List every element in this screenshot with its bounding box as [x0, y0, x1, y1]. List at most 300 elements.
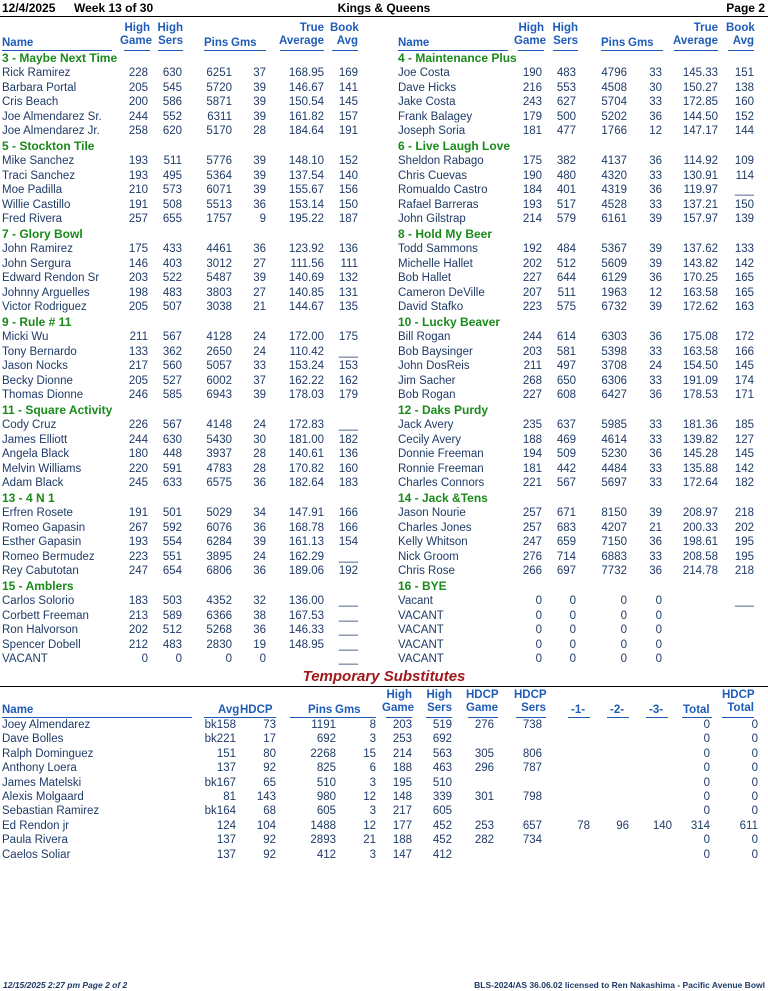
bowler-row [396, 418, 768, 433]
book-average: 132 [338, 272, 358, 285]
book-average: 174 [734, 374, 754, 387]
games: 39 [649, 213, 662, 226]
bowler-row [0, 198, 384, 213]
team-name: 10 - Lucky Beaver [398, 315, 501, 329]
high-game: 257 [128, 213, 148, 226]
sub-high-sers: 339 [432, 791, 452, 803]
sub-hdcp-total: 0 [751, 762, 758, 775]
sub-high-game: 195 [392, 776, 412, 789]
teams-right-column [396, 51, 768, 667]
sub-col-g3: -3- [649, 704, 664, 716]
high-game: 191 [128, 507, 148, 519]
sub-pins: 412 [316, 848, 336, 861]
sub-high-game: 177 [392, 819, 412, 832]
true-average: 162.29 [288, 550, 324, 563]
bowler-row [396, 345, 768, 360]
bowler-row [0, 81, 384, 96]
pins: 6732 [601, 301, 627, 314]
col-book-avg: Book Avg [330, 22, 359, 47]
high-sers: 512 [162, 624, 182, 637]
games: 37 [253, 374, 266, 387]
high-game: 226 [128, 419, 148, 431]
games: 39 [253, 96, 266, 109]
games: 9 [259, 213, 266, 226]
sub-hdcp: 73 [263, 719, 276, 731]
games: 33 [649, 345, 662, 358]
bowler-row [0, 345, 384, 360]
bowler-name: Moe Padilla [2, 184, 63, 197]
bowler-row [396, 198, 768, 213]
bowler-row [0, 652, 384, 667]
bowler-name: John Gilstrap [398, 213, 466, 226]
team-name: 15 - Amblers [2, 579, 74, 593]
high-game: 146 [128, 257, 148, 270]
games: 33 [649, 96, 662, 109]
sub-hdcp-sers: 657 [522, 819, 542, 832]
high-game: 193 [522, 198, 542, 211]
bowler-row [0, 300, 384, 315]
high-game: 247 [522, 536, 542, 549]
true-average: 153.14 [288, 198, 324, 211]
true-average: 137.62 [682, 243, 718, 255]
book-average: 171 [734, 389, 754, 402]
book-average: 160 [734, 96, 754, 109]
games: 36 [649, 272, 662, 285]
high-game: 220 [128, 462, 148, 475]
bowler-name: Cecily Avery [398, 433, 462, 446]
sub-hdcp-total: 0 [751, 719, 758, 731]
sub-games: 12 [363, 791, 376, 803]
pins: 4352 [206, 595, 232, 607]
bowler-name: VACANT [2, 653, 48, 666]
book-average: 172 [734, 331, 754, 343]
book-average: 131 [338, 286, 358, 299]
book-average: 142 [734, 257, 754, 270]
col-gms: Gms [231, 37, 257, 49]
games: 0 [655, 624, 662, 637]
bowler-name: Jack Avery [398, 419, 454, 431]
pins: 4614 [601, 433, 627, 446]
teams-left-column [0, 51, 384, 667]
high-sers: 401 [556, 184, 576, 197]
sub-games: 3 [369, 733, 376, 746]
high-sers: 655 [162, 213, 182, 226]
bowler-name: Romeo Bermudez [2, 550, 95, 563]
sub-col-high-game: High Game [382, 689, 414, 714]
pins: 4508 [601, 81, 627, 94]
bowler-row [396, 212, 768, 227]
high-sers: 382 [556, 155, 576, 167]
bowler-row [0, 154, 384, 169]
sub-hdcp-game: 301 [474, 791, 494, 803]
true-average: 157.97 [682, 213, 718, 226]
sub-col-pins: Pins [308, 704, 333, 716]
bowler-name: James Elliott [2, 433, 68, 446]
sub-name: Alexis Molgaard [2, 791, 84, 803]
col-high-game: High Game [514, 22, 546, 47]
sub-total: 0 [703, 848, 710, 861]
team-name: 6 - Live Laugh Love [398, 139, 511, 153]
high-game: 245 [128, 477, 148, 490]
team-name: 5 - Stockton Tile [2, 139, 95, 153]
sub-high-game: 203 [392, 719, 412, 731]
book-average: 156 [338, 184, 358, 197]
book-average: ___ [338, 638, 358, 651]
bowler-row [396, 594, 768, 609]
pins: 5720 [206, 81, 232, 94]
sub-high-game: 147 [392, 848, 412, 861]
high-sers: 0 [175, 653, 182, 666]
sub-hdcp: 65 [263, 776, 276, 789]
pins: 7150 [601, 536, 627, 549]
bowler-name: Chris Rose [398, 565, 455, 578]
high-sers: 551 [162, 550, 182, 563]
sub-hdcp-sers: 787 [522, 762, 542, 775]
high-sers: 567 [556, 477, 576, 490]
true-average: 161.13 [288, 536, 324, 549]
book-average: ___ [338, 419, 358, 431]
book-average: 166 [338, 521, 358, 534]
bowler-row [0, 257, 384, 272]
bowler-row [396, 564, 768, 579]
high-game: 203 [522, 345, 542, 358]
games: 37 [253, 67, 266, 79]
high-sers: 483 [162, 638, 182, 651]
col-high-sers: High Sers [552, 22, 578, 47]
sub-name: Joey Almendarez [2, 719, 91, 731]
high-game: 205 [128, 81, 148, 94]
pins: 5029 [206, 507, 232, 519]
true-average: 153.24 [288, 360, 324, 373]
sub-name: Dave Bolles [2, 733, 64, 746]
sub-high-sers: 519 [432, 719, 452, 731]
high-sers: 509 [556, 448, 576, 461]
pins: 5170 [206, 125, 232, 138]
high-sers: 633 [162, 477, 182, 490]
high-game: 202 [522, 257, 542, 270]
bowler-row [0, 550, 384, 565]
true-average: 163.58 [682, 345, 718, 358]
high-sers: 517 [556, 198, 576, 211]
pins: 6251 [206, 67, 232, 79]
sub-pins: 605 [316, 805, 336, 818]
high-game: 235 [522, 419, 542, 431]
bowler-row [396, 330, 768, 345]
high-sers: 573 [162, 184, 182, 197]
bowler-name: Willie Castillo [2, 198, 71, 211]
sub-hdcp-total: 0 [751, 791, 758, 803]
book-average: 192 [338, 565, 358, 578]
games: 32 [253, 595, 266, 607]
high-game: 184 [522, 184, 542, 197]
team-name: 4 - Maintenance Plus [398, 51, 517, 65]
book-average: 166 [734, 345, 754, 358]
games: 28 [253, 125, 266, 138]
high-sers: 553 [556, 81, 576, 94]
games: 39 [649, 243, 662, 255]
book-average: 163 [734, 301, 754, 314]
bowler-name: VACANT [398, 609, 444, 622]
sub-hdcp-sers: 806 [522, 747, 542, 760]
bowler-name: Chris Cuevas [398, 169, 468, 182]
bowler-name: Ron Halvorson [2, 624, 79, 637]
sub-avg: bk164 [204, 805, 236, 818]
bowler-row [396, 623, 768, 638]
bowler-row [0, 638, 384, 653]
header-divider [0, 16, 768, 17]
high-sers: 484 [556, 243, 576, 255]
pins: 1963 [601, 286, 627, 299]
high-sers: 567 [162, 331, 182, 343]
high-sers: 483 [556, 67, 576, 79]
pins: 3708 [601, 360, 627, 373]
sub-col-g2: -2- [610, 704, 625, 716]
games: 39 [649, 257, 662, 270]
footer-timestamp: 12/15/2025 2:27 pm Page 2 of 2 [3, 980, 128, 990]
true-average: 140.85 [288, 286, 324, 299]
book-average: 142 [734, 462, 754, 475]
high-game: 194 [522, 448, 542, 461]
sub-pins: 825 [316, 762, 336, 775]
high-game: 276 [522, 550, 542, 563]
bowler-name: Jake Costa [398, 96, 456, 109]
high-game: 223 [522, 301, 542, 314]
team-name: 14 - Jack &Tens [398, 491, 488, 505]
high-sers: 433 [162, 243, 182, 255]
true-average: 137.54 [288, 169, 324, 182]
pins: 5057 [206, 360, 232, 373]
substitute-row [0, 761, 768, 776]
col-book-avg: Book Avg [726, 22, 755, 47]
bowler-name: Cris Beach [2, 96, 59, 109]
sub-name: Sebastian Ramirez [2, 805, 100, 818]
sub-game-3: 140 [652, 819, 672, 832]
sub-pins: 2268 [310, 747, 336, 760]
sub-hdcp-total: 0 [751, 848, 758, 861]
bowler-name: Angela Black [2, 448, 70, 461]
true-average: 198.61 [682, 536, 718, 549]
bowler-row [0, 95, 384, 110]
sub-high-game: 188 [392, 762, 412, 775]
high-game: 210 [128, 184, 148, 197]
true-average: 184.64 [288, 125, 324, 138]
sub-games: 3 [369, 848, 376, 861]
sub-pins: 980 [316, 791, 336, 803]
bowler-row [396, 388, 768, 403]
games: 36 [649, 389, 662, 402]
games: 28 [253, 462, 266, 475]
high-sers: 507 [162, 301, 182, 314]
sub-hdcp: 17 [263, 733, 276, 746]
book-average: 218 [734, 565, 754, 578]
high-game: 205 [128, 301, 148, 314]
book-average: ___ [338, 653, 358, 666]
sub-total: 0 [703, 834, 710, 847]
pins: 6284 [206, 536, 232, 549]
bowler-name: Adam Black [2, 477, 64, 490]
pins: 4796 [601, 67, 627, 79]
book-average: 138 [734, 81, 754, 94]
high-sers: 630 [162, 67, 182, 79]
bowler-row [396, 462, 768, 477]
bowler-row [396, 609, 768, 624]
games: 36 [649, 110, 662, 123]
team-name: 7 - Glory Bowl [2, 227, 83, 241]
pins: 5871 [206, 96, 232, 109]
high-sers: 362 [162, 345, 182, 358]
bowler-name: David Stafko [398, 301, 464, 314]
bowler-name: Bob Baysinger [398, 345, 473, 358]
col-high-game: High Game [120, 22, 152, 47]
book-average: 150 [734, 198, 754, 211]
sub-avg: 124 [216, 819, 236, 832]
bowler-name: Rick Ramirez [2, 67, 71, 79]
book-average: ___ [338, 609, 358, 622]
sub-total: 0 [703, 791, 710, 803]
high-game: 257 [522, 521, 542, 534]
games: 0 [655, 653, 662, 666]
games: 36 [253, 521, 266, 534]
bowler-row [396, 66, 768, 81]
pins: 5985 [601, 419, 627, 431]
bowler-row [396, 169, 768, 184]
bowler-row [396, 433, 768, 448]
high-game: 258 [128, 125, 148, 138]
bowler-name: Frank Balagey [398, 110, 473, 123]
true-average: 155.67 [288, 184, 324, 197]
pins: 4484 [601, 462, 627, 475]
pins: 6303 [601, 331, 627, 343]
sub-high-game: 214 [392, 747, 412, 760]
games: 33 [649, 419, 662, 431]
true-average: 170.25 [682, 272, 718, 285]
sub-avg: 151 [216, 747, 236, 760]
substitute-row [0, 747, 768, 762]
true-average: 200.33 [682, 521, 718, 534]
sub-col-g1: -1- [571, 704, 586, 716]
high-sers: 644 [556, 272, 576, 285]
true-average: 144.50 [682, 110, 718, 123]
pins: 6129 [601, 272, 627, 285]
book-average: 109 [734, 155, 754, 167]
bowler-row [396, 652, 768, 667]
bowler-name: Kelly Whitson [398, 536, 468, 549]
sub-total: 0 [703, 719, 710, 731]
bowler-row [0, 212, 384, 227]
pins: 6427 [601, 389, 627, 402]
team-name: 11 - Square Activity [2, 403, 113, 417]
sub-hdcp-total: 0 [751, 733, 758, 746]
games: 24 [253, 550, 266, 563]
high-game: 0 [535, 624, 542, 637]
bowler-row [0, 271, 384, 286]
pins: 4783 [206, 462, 232, 475]
bowler-name: Rey Cabutotan [2, 565, 79, 578]
sub-col-hdcp-sers: HDCP Sers [514, 689, 547, 714]
high-sers: 614 [556, 331, 576, 343]
high-sers: 511 [557, 286, 576, 299]
bowler-row [396, 95, 768, 110]
high-sers: 630 [162, 433, 182, 446]
sub-hdcp: 104 [256, 819, 276, 832]
book-average: 141 [338, 81, 358, 94]
pins: 4207 [601, 521, 627, 534]
book-average: 153 [338, 360, 358, 373]
true-average: 161.82 [288, 110, 324, 123]
high-sers: 503 [162, 595, 182, 607]
sub-high-sers: 563 [432, 747, 452, 760]
high-sers: 589 [162, 609, 182, 622]
pins: 0 [620, 638, 627, 651]
bowler-row [0, 506, 384, 521]
sub-hdcp-game: 253 [474, 819, 494, 832]
games: 36 [649, 536, 662, 549]
pins: 3937 [206, 448, 232, 461]
pins: 5364 [206, 169, 232, 182]
sub-hdcp-sers: 738 [522, 719, 542, 731]
bowler-row [0, 183, 384, 198]
high-game: 0 [535, 609, 542, 622]
sub-hdcp: 68 [263, 805, 276, 818]
high-sers: 545 [162, 81, 182, 94]
pins: 6311 [207, 110, 232, 123]
games: 30 [253, 433, 266, 446]
bowler-row [0, 535, 384, 550]
column-headers-left [0, 22, 384, 50]
book-average: 183 [338, 477, 358, 490]
high-sers: 575 [556, 301, 576, 314]
games: 39 [253, 272, 266, 285]
pins: 3803 [206, 286, 232, 299]
true-average: 119.97 [683, 184, 718, 197]
high-sers: 469 [556, 433, 576, 446]
games: 33 [649, 374, 662, 387]
bowler-name: Victor Rodriguez [2, 301, 87, 314]
sub-high-sers: 692 [432, 733, 452, 746]
bowler-name: Traci Sanchez [2, 169, 76, 182]
substitute-row [0, 718, 768, 733]
book-average: 154 [338, 536, 358, 549]
high-game: 207 [522, 286, 542, 299]
substitute-row [0, 804, 768, 819]
high-sers: 442 [556, 462, 576, 475]
book-average: 165 [734, 286, 754, 299]
high-game: 257 [522, 507, 542, 519]
sub-hdcp-game: 276 [474, 719, 494, 731]
substitute-row [0, 776, 768, 791]
sub-pins: 2893 [310, 834, 336, 847]
games: 36 [649, 448, 662, 461]
true-average: 110.42 [289, 345, 324, 358]
substitutes-headers [0, 689, 768, 717]
bowler-name: Jason Nourie [398, 507, 466, 519]
bowler-name: Ronnie Freeman [398, 462, 484, 475]
sub-games: 21 [363, 834, 376, 847]
pins: 5776 [206, 155, 232, 167]
bowler-name: Thomas Dionne [2, 389, 84, 402]
bowler-name: John Sergura [2, 257, 72, 270]
high-sers: 0 [569, 638, 576, 651]
sub-total: 0 [703, 762, 710, 775]
pins: 6943 [206, 389, 232, 402]
bowler-name: Esther Gapasin [2, 536, 82, 549]
high-sers: 477 [556, 125, 576, 138]
high-sers: 0 [569, 595, 576, 607]
high-sers: 508 [162, 198, 182, 211]
games: 28 [253, 448, 266, 461]
bowler-name: Spencer Dobell [2, 638, 81, 651]
games: 39 [253, 155, 266, 167]
